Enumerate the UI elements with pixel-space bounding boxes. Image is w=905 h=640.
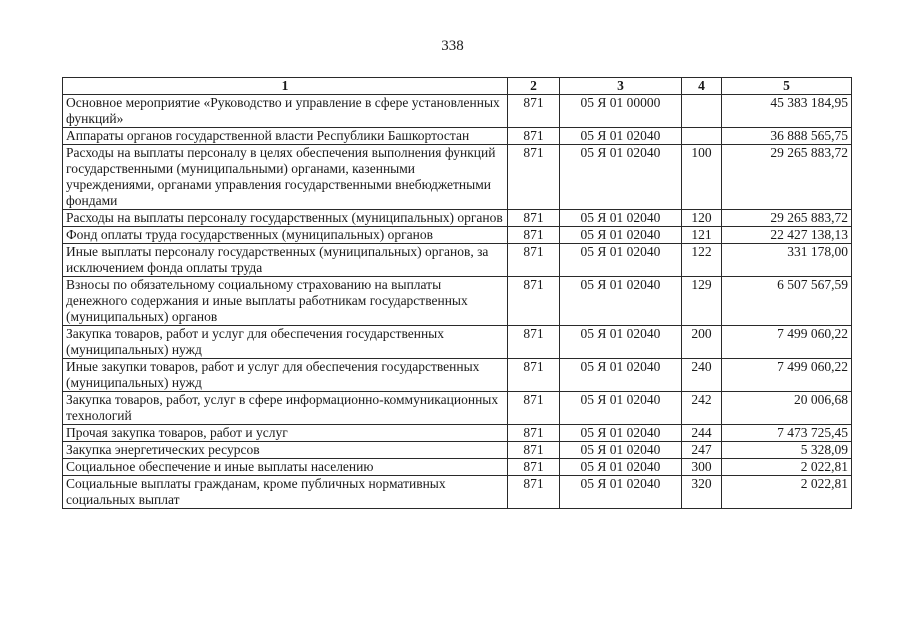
row-amount: 29 265 883,72 — [722, 210, 852, 227]
row-expense-type: 121 — [682, 227, 722, 244]
row-department-code: 871 — [508, 95, 560, 128]
row-expense-type: 122 — [682, 244, 722, 277]
row-target-code: 05 Я 01 02040 — [560, 277, 682, 326]
row-expense-type: 244 — [682, 425, 722, 442]
table-row — [63, 326, 852, 359]
table-row — [63, 476, 852, 509]
row-target-code: 05 Я 01 02040 — [560, 392, 682, 425]
row-name: Закупка товаров, работ и услуг для обеспечения государственных (муниципальных) нужд — [63, 326, 508, 359]
row-name: Расходы на выплаты персоналу государственных (муниципальных) органов — [63, 210, 508, 227]
row-amount: 29 265 883,72 — [722, 145, 852, 210]
row-expense-type: 240 — [682, 359, 722, 392]
row-name: Основное мероприятие «Руководство и управление в сфере установленных функций» — [63, 95, 508, 128]
row-name: Иные выплаты персоналу государственных (муниципальных) органов, за исключением фонда оплаты труда — [63, 244, 508, 277]
table-row — [63, 227, 852, 244]
table-row — [63, 210, 852, 227]
header-col-5: 5 — [722, 78, 852, 95]
row-target-code: 05 Я 01 02040 — [560, 227, 682, 244]
row-target-code: 05 Я 01 02040 — [560, 476, 682, 509]
header-col-4: 4 — [682, 78, 722, 95]
row-target-code: 05 Я 01 02040 — [560, 244, 682, 277]
row-name: Иные закупки товаров, работ и услуг для обеспечения государственных (муниципальных) нужд — [63, 359, 508, 392]
row-target-code: 05 Я 01 02040 — [560, 459, 682, 476]
row-amount: 5 328,09 — [722, 442, 852, 459]
row-target-code: 05 Я 01 02040 — [560, 210, 682, 227]
row-name: Фонд оплаты труда государственных (муниципальных) органов — [63, 227, 508, 244]
row-amount: 22 427 138,13 — [722, 227, 852, 244]
row-expense-type — [682, 128, 722, 145]
row-target-code: 05 Я 01 02040 — [560, 442, 682, 459]
table-row — [63, 459, 852, 476]
row-expense-type: 200 — [682, 326, 722, 359]
table-row — [63, 442, 852, 459]
row-expense-type: 320 — [682, 476, 722, 509]
row-expense-type — [682, 95, 722, 128]
page-number: 338 — [441, 38, 464, 54]
row-amount: 7 473 725,45 — [722, 425, 852, 442]
row-department-code: 871 — [508, 392, 560, 425]
row-department-code: 871 — [508, 128, 560, 145]
row-department-code: 871 — [508, 476, 560, 509]
row-department-code: 871 — [508, 244, 560, 277]
row-amount: 331 178,00 — [722, 244, 852, 277]
row-expense-type: 247 — [682, 442, 722, 459]
header-row — [63, 78, 852, 95]
row-department-code: 871 — [508, 145, 560, 210]
row-department-code: 871 — [508, 210, 560, 227]
header-col-2: 2 — [508, 78, 560, 95]
table-row — [63, 277, 852, 326]
table-row — [63, 145, 852, 210]
table-row — [63, 359, 852, 392]
row-target-code: 05 Я 01 02040 — [560, 326, 682, 359]
row-expense-type: 100 — [682, 145, 722, 210]
table-row — [63, 425, 852, 442]
row-amount: 45 383 184,95 — [722, 95, 852, 128]
row-amount: 6 507 567,59 — [722, 277, 852, 326]
row-department-code: 871 — [508, 227, 560, 244]
row-amount: 2 022,81 — [722, 459, 852, 476]
table-row — [63, 392, 852, 425]
row-name: Закупка товаров, работ, услуг в сфере информационно-коммуникационных технологий — [63, 392, 508, 425]
row-name: Расходы на выплаты персоналу в целях обеспечения выполнения функций государственными (муниципальными) органами, казенными учреждениями, органами управления государственными внебюджетными фондами — [63, 145, 508, 210]
row-target-code: 05 Я 01 02040 — [560, 359, 682, 392]
row-amount: 7 499 060,22 — [722, 326, 852, 359]
row-department-code: 871 — [508, 326, 560, 359]
row-target-code: 05 Я 01 02040 — [560, 128, 682, 145]
row-expense-type: 120 — [682, 210, 722, 227]
row-expense-type: 242 — [682, 392, 722, 425]
table-row — [63, 244, 852, 277]
budget-table — [62, 77, 852, 509]
row-name: Аппараты органов государственной власти Республики Башкортостан — [63, 128, 508, 145]
row-amount: 36 888 565,75 — [722, 128, 852, 145]
row-target-code: 05 Я 01 00000 — [560, 95, 682, 128]
row-expense-type: 300 — [682, 459, 722, 476]
row-name: Закупка энергетических ресурсов — [63, 442, 508, 459]
row-department-code: 871 — [508, 459, 560, 476]
row-target-code: 05 Я 01 02040 — [560, 425, 682, 442]
row-name: Прочая закупка товаров, работ и услуг — [63, 425, 508, 442]
row-name: Социальное обеспечение и иные выплаты населению — [63, 459, 508, 476]
row-department-code: 871 — [508, 277, 560, 326]
row-amount: 2 022,81 — [722, 476, 852, 509]
row-department-code: 871 — [508, 359, 560, 392]
table-row — [63, 128, 852, 145]
row-department-code: 871 — [508, 425, 560, 442]
row-expense-type: 129 — [682, 277, 722, 326]
row-name: Социальные выплаты гражданам, кроме публичных нормативных социальных выплат — [63, 476, 508, 509]
row-department-code: 871 — [508, 442, 560, 459]
row-amount: 7 499 060,22 — [722, 359, 852, 392]
row-name: Взносы по обязательному социальному страхованию на выплаты денежного содержания и иные выплаты работникам государственных (муниципальных) органов — [63, 277, 508, 326]
row-target-code: 05 Я 01 02040 — [560, 145, 682, 210]
header-col-3: 3 — [560, 78, 682, 95]
header-col-1: 1 — [63, 78, 508, 95]
row-amount: 20 006,68 — [722, 392, 852, 425]
table-row — [63, 95, 852, 128]
